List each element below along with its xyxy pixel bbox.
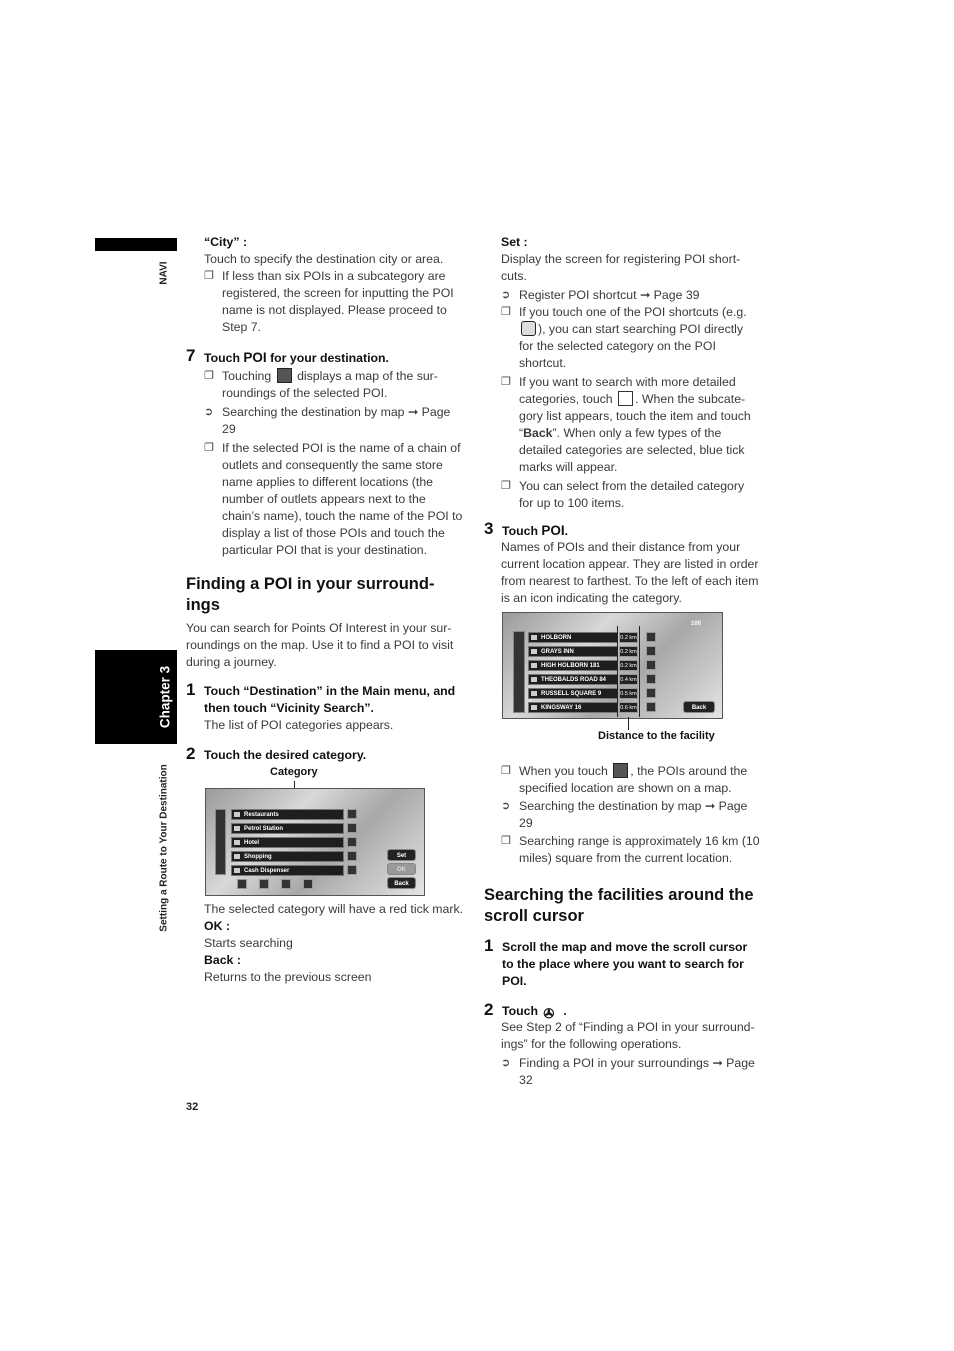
detail-list-icon	[618, 391, 633, 406]
map-button[interactable]	[646, 702, 656, 712]
note-item: ❐ If you touch one of the POI shortcuts (e.g. ), you can start searching POI directly for the selected category on the POI shortcut.	[501, 305, 747, 370]
back-label: Back :	[204, 953, 241, 967]
map-button[interactable]	[646, 688, 656, 698]
note-item: ❐ Searching range is approximately 16 km (10 miles) square from the current location.	[501, 834, 760, 865]
distance-value: 0.5 km	[619, 688, 638, 699]
section-heading-finding-poi: Finding a POI in your surround-ings	[186, 575, 435, 614]
category-row[interactable]: Cash Dispenser	[231, 865, 344, 876]
right-step-1-text: Scroll the map and move the scroll cursor to the place where you want to search for POI.	[502, 940, 748, 988]
navi-label: NAVI	[158, 261, 170, 285]
shortcut-icon[interactable]	[259, 879, 269, 889]
detail-button[interactable]	[347, 809, 357, 819]
map-view-icon	[277, 368, 292, 383]
shortcut-icon[interactable]	[281, 879, 291, 889]
step-3: 3 Touch POI.	[484, 519, 569, 538]
section-title-vertical: Setting a Route to Your Destination	[158, 764, 170, 932]
step-7	[186, 347, 466, 366]
step-1-text: Touch “Destination” in the Main menu, and then touch “Vicinity Search”.	[204, 684, 456, 715]
map-view-icon	[613, 763, 628, 778]
box-marker: ❐	[204, 270, 214, 282]
city-desc: Touch to specify the destination city or area.	[204, 252, 444, 266]
step-2-text: Touch the desired category.	[204, 748, 367, 762]
ok-button[interactable]: OK	[387, 863, 416, 875]
map-button[interactable]	[646, 632, 656, 642]
poi-row[interactable]: HIGH HOLBORN 181	[528, 660, 618, 671]
city-note: ❐ If less than six POIs in a subcategory are registered, the screen for inputting the POI name is not displayed. Please proceed to Step 7.	[204, 269, 454, 334]
category-caption: Category	[270, 766, 318, 778]
distance-bracket-left	[617, 626, 618, 717]
back-button[interactable]: Back	[387, 877, 416, 889]
map-scale: 100	[691, 621, 702, 627]
page-number: 32	[186, 1101, 199, 1113]
step-number: 7	[186, 346, 196, 365]
poi-row[interactable]: RUSSELL SQUARE 9	[528, 688, 618, 699]
city-block	[204, 234, 464, 336]
right-step-1: 1 Scroll the map and move the scroll cursor to the place where you want to search for POI.	[484, 937, 759, 956]
city-label: “City” :	[204, 235, 248, 249]
detail-button[interactable]	[347, 851, 357, 861]
poi-row[interactable]: HOLBORN	[528, 632, 618, 643]
step-7-text: Touch POI for your destination.	[204, 350, 389, 365]
set-desc: Display the screen for registering POI short-cuts.	[501, 252, 741, 283]
poi-row[interactable]: THEOBALDS ROAD 84	[528, 674, 618, 685]
map-button[interactable]	[646, 674, 656, 684]
step-3-desc: Names of POIs and their distance from your current location appear. They are listed in order from nearest to farthest. To the left of each item is an icon indicating the category.	[501, 540, 759, 605]
ok-label: OK :	[204, 919, 230, 933]
category-screenshot	[205, 788, 425, 896]
right-step-2: 2 Touch ✇ .	[484, 1000, 567, 1021]
poi-shortcut-icon	[521, 321, 536, 336]
right-step-2-desc: See Step 2 of “Finding a POI in your surround-ings” for the following operations. ➲ Finding a POI in your surroundings ➞ Page 32	[501, 1019, 761, 1089]
note-item: ❐ When you touch , the POIs around the specified location are shown on a map.	[501, 764, 748, 795]
set-button[interactable]: Set	[387, 849, 416, 861]
intro-text: You can search for Points Of Interest in your sur-roundings on the map. Use it to find a POI to visit during a journey.	[186, 621, 454, 669]
back-button[interactable]: Back	[683, 701, 715, 713]
ok-desc: Starts searching	[204, 936, 293, 950]
step-1-desc: The list of POI categories appears.	[204, 718, 394, 732]
detail-button[interactable]	[347, 823, 357, 833]
right-step-2-text: Touch ✇ .	[502, 1004, 567, 1021]
distance-value: 0.2 km	[619, 632, 638, 643]
distance-value: 0.2 km	[619, 660, 638, 671]
note-item: ➲ Register POI shortcut ➞ Page 39	[501, 288, 700, 302]
distance-value: 0.2 km	[619, 646, 638, 657]
note-item: ❐ If you want to search with more detailed categories, touch . When the subcate-gory list appears, touch the item and touch “Back”. When only a few types of the detailed categories are selected, blue tick marks will appear.	[501, 375, 751, 474]
distance-bracket-right	[639, 626, 640, 717]
step-3-text: Touch POI.	[502, 523, 569, 538]
map-button[interactable]	[646, 660, 656, 670]
category-row[interactable]: Restaurants	[231, 809, 344, 820]
poi-row[interactable]: GRAYS INN	[528, 646, 618, 657]
scrollbar[interactable]	[215, 809, 226, 875]
distance-value: 0.6 km	[619, 702, 638, 713]
step-7-notes	[204, 368, 464, 559]
detail-button[interactable]	[347, 865, 357, 875]
set-label: Set :	[501, 235, 528, 249]
back-desc: Returns to the previous screen	[204, 970, 372, 984]
chapter-tab: Chapter 3	[95, 650, 177, 744]
category-row[interactable]: Shopping	[231, 851, 344, 862]
note-item: ❐ You can select from the detailed category for up to 100 items.	[501, 479, 745, 510]
note-item: ❐ If the selected POI is the name of a chain of outlets and consequently the same store name applies to different locations (the number of outlets appears next to the chain’s name), touch the name of the POI to display a list of those POIs and touch the particular POI that is your destination.	[204, 441, 463, 557]
distance-caption: Distance to the facility	[598, 730, 715, 742]
side-tab-top-bar	[95, 238, 177, 251]
poi-row[interactable]: KINGSWAY 16	[528, 702, 618, 713]
step-3-notes	[501, 763, 761, 867]
category-row[interactable]: Petrol Station	[231, 823, 344, 834]
step-1: 1 Touch “Destination” in the Main menu, and then touch “Vicinity Search”.	[186, 681, 461, 700]
distance-leader-line	[628, 717, 629, 730]
note-item: ➲ Finding a POI in your surroundings ➞ Page 32	[501, 1056, 755, 1087]
category-row[interactable]: Hotel	[231, 837, 344, 848]
note-item: ➲ Searching the destination by map ➞ Page 29	[501, 799, 748, 830]
set-block	[501, 234, 759, 512]
binoculars-icon: ✇	[543, 1006, 555, 1021]
shortcut-icon[interactable]	[303, 879, 313, 889]
section-heading-scroll-cursor: Searching the facilities around the scroll cursor	[484, 886, 754, 925]
detail-button[interactable]	[347, 837, 357, 847]
step-2: 2 Touch the desired category.	[186, 744, 367, 763]
distance-value: 0.4 km	[619, 674, 638, 685]
scrollbar[interactable]	[513, 631, 525, 713]
note-item: ➲ Searching the destination by map ➞ Page 29	[204, 405, 451, 436]
poi-list-screenshot	[502, 612, 723, 719]
shortcut-icon[interactable]	[237, 879, 247, 889]
map-button[interactable]	[646, 646, 656, 656]
step-2-notes: The selected category will have a red tick mark. OK : Starts searching Back : Returns to the previous screen	[204, 902, 464, 984]
note-item: ❐ Touching displays a map of the sur-roundings of the selected POI.	[204, 369, 438, 400]
